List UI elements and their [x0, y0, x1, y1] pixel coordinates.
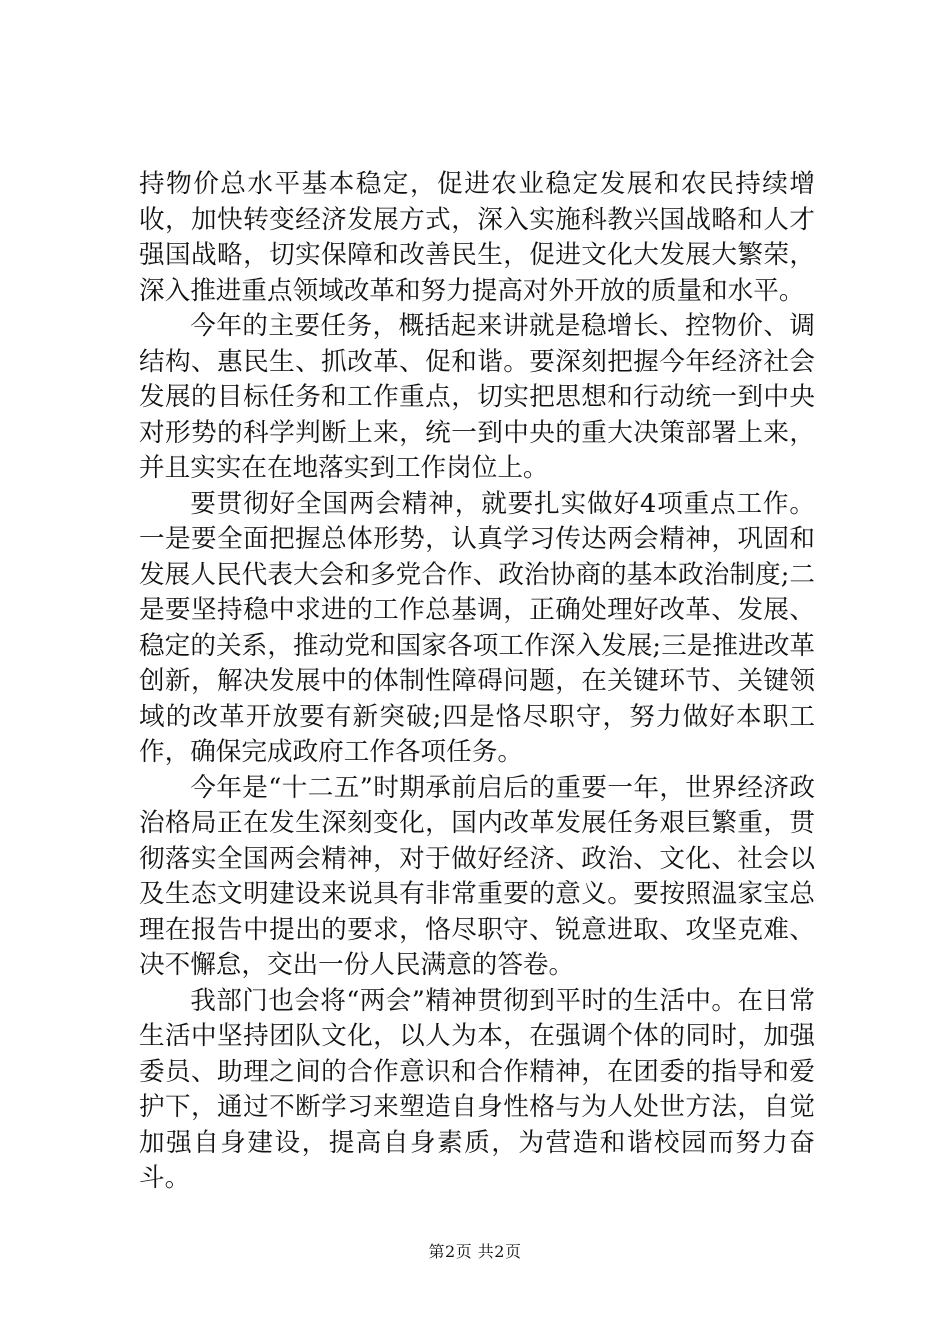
- paragraph-2: 今年的主要任务，概括起来讲就是稳增长、控物价、调结构、惠民生、抓改革、促和谐。要深刻把握今年经济社会发展的目标任务和工作重点，切实把思想和行动统一到中央对形势的科学判断上来，统一到中央的重大决策部署上来，并且实实在在地落实到工作岗位上。: [139, 311, 815, 483]
- document-body: [139, 167, 815, 1197]
- paragraph-4: 今年是“十二五”时期承前启后的重要一年，世界经济政治格局正在发生深刻变化，国内改革发展任务艰巨繁重，贯彻落实全国两会精神，对于做好经济、政治、文化、社会以及生态文明建设来说具有非常重要的意义。要按照温家宝总理在报告中提出的要求，恪尽职守、锐意进取、攻坚克难、决不懈怠，交出一份人民满意的答卷。: [139, 772, 815, 980]
- paragraph-3: 要贯彻好全国两会精神，就要扎实做好4项重点工作。一是要全面把握总体形势，认真学习传达两会精神，巩固和发展人民代表大会和多党合作、政治协商的基本政治制度;二是要坚持稳中求进的工作总基调，正确处理好改革、发展、稳定的关系，推动党和国家各项工作深入发展;三是推进改革创新，解决发展中的体制性障碍问题，在关键环节、关键领域的改革开放要有新突破;四是恪尽职守，努力做好本职工作，确保完成政府工作各项任务。: [139, 488, 815, 767]
- paragraph-5: 我部门也会将“两会”精神贯彻到平时的生活中。在日常生活中坚持团队文化，以人为本，在强调个体的同时，加强委员、助理之间的合作意识和合作精神，在团委的指导和爱护下，通过不断学习来塑造自身性格与为人处世方法，自觉加强自身建设，提高自身素质，为营造和谐校园而努力奋斗。: [139, 985, 815, 1193]
- page-number-footer: 第2页 共2页: [428, 1242, 522, 1261]
- paragraph-1: 持物价总水平基本稳定，促进农业稳定发展和农民持续增收，加快转变经济发展方式，深入实施科教兴国战略和人才强国战略，切实保障和改善民生，促进文化大发展大繁荣，深入推进重点领域改革和努力提高对外开放的质量和水平。: [139, 169, 815, 306]
